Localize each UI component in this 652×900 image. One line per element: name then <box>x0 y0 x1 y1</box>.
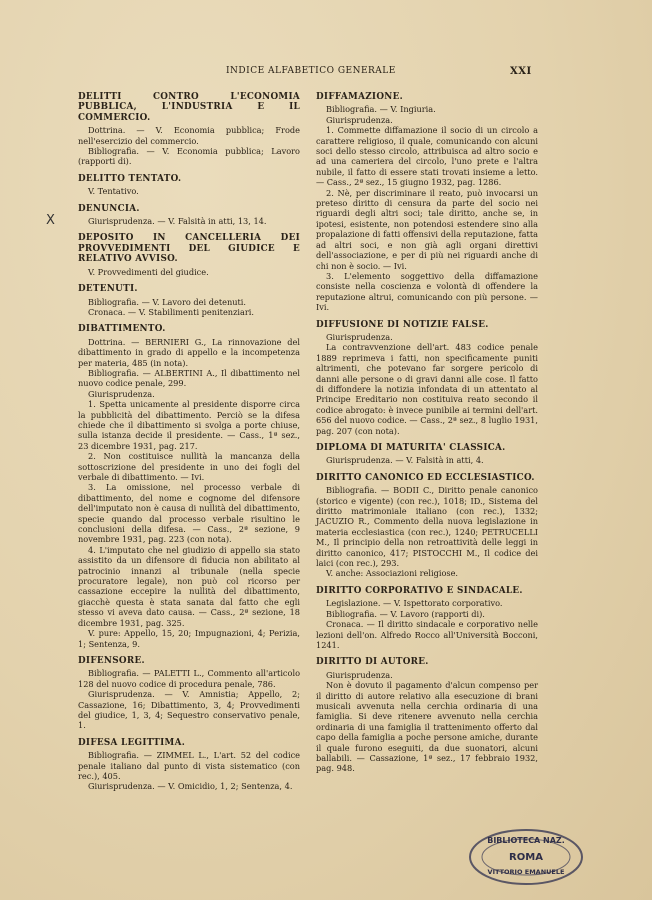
entry-line: Giurisprudenza. — V. Amnistia; Appello, 2; Cassazione, 16; Dibattimento, 3, 4; Provvedimenti del giudice, 1, 3, 4; Sequestro conservativo penale, 1. <box>78 689 300 731</box>
index-entry <box>316 586 538 650</box>
entry-line: 2. Nè, per discriminare il reato, può invocarsi un preteso diritto di censura da parte del socio nei riguardi degli altri soci; tale diritto, anche se, in ipotesi, esistente, non potendosi estendere sino alla propalazione di fatti offensivi della reputazione, fatta ad altri soci, e non già agli organi direttivi dell'associazione, e per di più nei riguardi anche di chi non è socio. — Ivi. <box>316 187 538 271</box>
index-entry <box>316 443 538 466</box>
index-entry <box>316 320 538 436</box>
entry-line: V. Tentativo. <box>88 186 139 197</box>
index-entry <box>78 174 300 197</box>
running-header <box>0 66 652 80</box>
entry-line: Dottrina. — BERNIERI G., La rinnovazione del dibattimento in grado di appello e la incompetenza per materia, 485 (in nota). <box>78 336 300 368</box>
entry-line: V. anche: Associazioni religiose. <box>326 568 459 579</box>
entry-line: Bibliografia. — PALETTI L., Commento all'articolo 128 del nuovo codice di procedura penale, 786. <box>78 668 300 689</box>
entry-heading: DIFENSORE. <box>78 655 145 666</box>
entry-heading: DELITTI CONTRO L'ECONOMIA PUBBLICA, L'INDUSTRIA E IL COMMERCIO. <box>78 92 300 123</box>
index-entry <box>78 233 300 277</box>
entry-line: Giurisprudenza. — V. Omicidio, 1, 2; Sentenza, 4. <box>88 781 293 792</box>
index-entry <box>316 657 538 773</box>
entry-heading: DIRITTO CANONICO ED ECCLESIASTICO. <box>316 472 535 483</box>
entry-line: Bibliografia. — V. Lavoro (rapporti di). <box>326 608 485 619</box>
entry-heading: DETENUTI. <box>78 284 138 295</box>
entry-heading: DIPLOMA DI MATURITA' CLASSICA. <box>316 443 506 453</box>
entry-line: 1. Commette diffamazione il socio di un circolo a carattere religioso, il quale, comunicando con alcuni soci dello stesso circolo, attribuisca ad altro socio e ad una cameriera del circolo, l'uno prete e l'altra nubile, il fatto di essere stati trovati insieme a letto. — Cass., 2ª sez., 15 giugno 1932, pag. 1286. <box>316 125 538 188</box>
index-entry <box>78 284 300 317</box>
index-entry <box>78 738 300 792</box>
index-entry <box>316 92 538 313</box>
entry-line: Giurisprudenza. <box>326 331 393 342</box>
entry-line: Bibliografia. — ALBERTINI A., Il dibattimento nel nuovo codice penale, 299. <box>78 367 300 389</box>
entry-line: Giurisprudenza. <box>88 388 155 399</box>
left-column <box>78 92 300 799</box>
index-entry <box>78 324 300 649</box>
entry-line: Giurisprudenza. — V. Falsità in atti, 13, 14. <box>88 216 267 227</box>
entry-heading: DIRITTO DI AUTORE. <box>316 657 429 668</box>
entry-line: V. Provvedimenti del giudice. <box>88 266 209 277</box>
entry-line: Non è dovuto il pagamento d'alcun compenso per il diritto di autore relativo alla esecuzione di brani musicali avvenuta nella cerchia ordinaria di una famiglia. Si deve ritenere avvenuto nella cerchia ordinaria di una famiglia il trattenimento offerto dal capo della famiglia a poche persone amiche, durante il quale furono eseguiti, da due suonatori, alcuni ballabili. — Cassazione, 1ª sez., 17 febbraio 1932, pag. 948. <box>316 680 538 774</box>
stamp-line-1: BIBLIOTECA NAZ. <box>487 836 565 845</box>
entry-line: 4. L'imputato che nel giudizio di appello sia stato assistito da un difensore di fiducia non abilitato al patrocinio innanzi al tribunale (nella specie procuratore legale), non può col ricorso per cassazione eccepire la nullità del dibattimento, giacchè questa è stata sanata dal fatto che egli stesso vi aveva dato causa. — Cass., 2ª sezione, 18 dicembre 1931, pag. 325. <box>78 544 300 628</box>
entry-heading: DIFFAMAZIONE. <box>316 92 404 102</box>
entry-line: Bibliografia. — BODII C., Diritto penale canonico (storico e vigente) (con rec.), 1018; ID., Sistema del diritto matrimoniale italiano (con rec.), 1332; JACUZIO R., Commento della nuova legislazione in materia ecclesiastica (con rec.), 1240; PETRUCELLI M., Il principio della non retroattività delle leggi in diritto canonico, 417; PISTOCCHI M., Il codice dei laici (con rec.), 293. <box>316 485 538 569</box>
index-entry <box>78 204 300 227</box>
index-entry <box>78 656 300 731</box>
entry-line: La contravvenzione dell'art. 483 codice penale 1889 reprimeva i fatti, non specificamente puniti altrimenti, che potevano far sorgere pericolo di danni alle persone o di gravi danni alle cose. Il fatto di diffondere la notizia infondata di un attentato al Principe Ereditario non costituiva reato secondo il codice abrogato: è invece punibile ai termini dell'art. 656 del nuovo codice. — Cass., 2ª sez., 8 luglio 1931, pag. 207 (con nota). <box>316 342 538 436</box>
entry-line: Bibliografia. — ZIMMEL L., L'art. 52 del codice penale italiano dal punto di vista sistematico (con rec.), 405. <box>78 750 300 781</box>
entry-line: Cronaca. — Il diritto sindacale e corporativo nelle lezioni dell'on. Alfredo Rocco all'Università Bocconi, 1241. <box>316 619 538 650</box>
page-number: XXI <box>510 66 532 77</box>
entry-heading: DIFESA LEGITTIMA. <box>78 737 186 748</box>
entry-line: V. pure: Appello, 15, 20; Impugnazioni, 4; Perizia, 1; Sentenza, 9. <box>78 628 300 649</box>
entry-line: Cronaca. — V. Stabilimenti penitenziari. <box>88 306 255 317</box>
library-stamp <box>466 826 586 888</box>
entry-line: Giurisprudenza. <box>326 114 393 125</box>
entry-line: Bibliografia. — V. Economia pubblica; Lavoro (rapporti di). <box>78 146 300 167</box>
index-entry <box>316 473 538 579</box>
entry-line: 1. Spetta unicamente al presidente disporre circa la pubblicità del dibattimento. Perciò se la difesa chiede che il dibattimento si svolga a porte chiuse, sulla istanza decide il presidente. — Cass., 1ª sez., 23 dicembre 1931, pag. 217. <box>78 399 300 451</box>
entry-line: Giurisprudenza. — V. Falsità in atti, 4. <box>326 455 484 466</box>
index-entry <box>78 92 300 167</box>
stamp-line-3: VITTORIO EMANUELE <box>487 868 565 876</box>
entry-heading: DELITTO TENTATO. <box>78 173 182 184</box>
entry-heading: DIBATTIMENTO. <box>78 324 166 335</box>
entry-line: Giurisprudenza. <box>326 669 393 680</box>
header-title: INDICE ALFABETICO GENERALE <box>226 66 396 76</box>
right-column <box>316 92 538 781</box>
entry-line: 3. La omissione, nel processo verbale di dibattimento, del nome e cognome del difensore dell'imputato non è causa di nullità del dibattimento, specie quando dal processo verbale risultino le conclusioni della difesa. — Cass., 2ª sezione, 9 novembre 1931, pag. 223 (con nota). <box>78 482 300 545</box>
entry-line: Legislazione. — V. Ispettorato corporativo. <box>326 598 503 609</box>
entry-line: Bibliografia. — V. Lavoro dei detenuti. <box>88 296 247 307</box>
margin-mark: X <box>46 213 55 228</box>
entry-heading: DEPOSITO IN CANCELLERIA DEI PROVVEDIMENTI DEL GIUDICE E RELATIVO AVVISO. <box>78 233 300 265</box>
entry-heading: DENUNCIA. <box>78 203 140 214</box>
entry-line: 2. Non costituisce nullità la mancanza della sottoscrizione del presidente in uno dei fogli del verbale di dibattimento. — Ivi. <box>78 451 300 482</box>
entry-heading: DIFFUSIONE DI NOTIZIE FALSE. <box>316 319 489 330</box>
entry-line: 3. L'elemento soggettivo della diffamazione consiste nella coscienza e volontà di offendere la reputazione altrui, comunicando con più persone. — Ivi. <box>316 270 538 313</box>
stamp-line-2: ROMA <box>509 852 543 863</box>
entry-heading: DIRITTO CORPORATIVO E SINDACALE. <box>316 585 523 596</box>
entry-line: Dottrina. — V. Economia pubblica; Frode nell'esercizio del commercio. <box>78 125 300 146</box>
entry-line: Bibliografia. — V. Ingiuria. <box>326 104 436 115</box>
